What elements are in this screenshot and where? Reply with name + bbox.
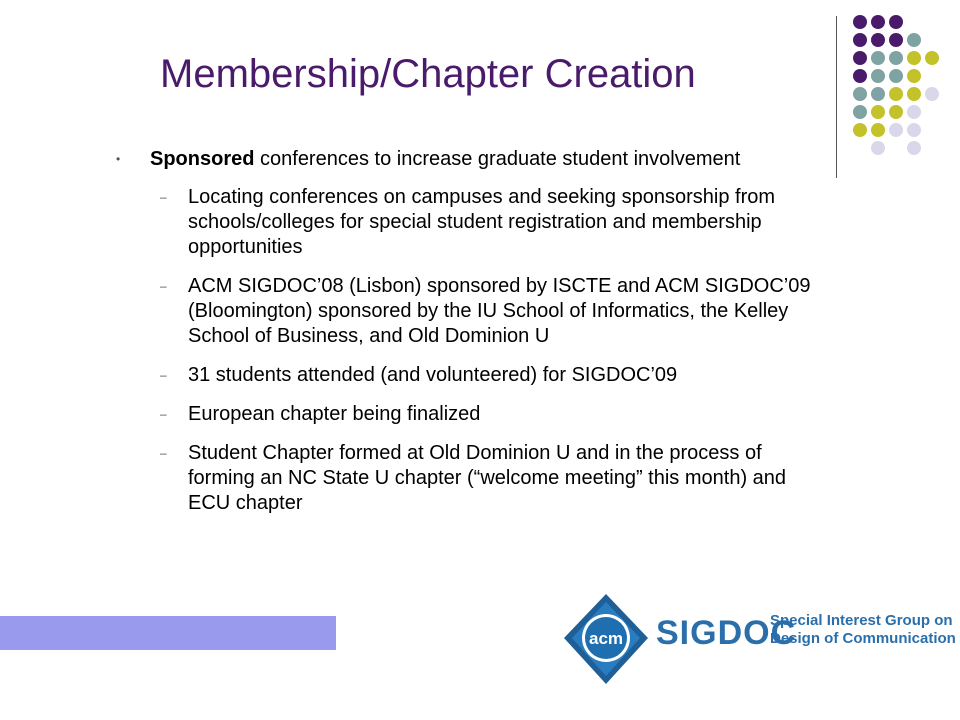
sub-item [114,185,814,260]
sigdoc-desc-line1: Special Interest Group on [770,612,953,629]
dash-icon: – [160,279,167,293]
dot [889,33,903,47]
acm-logo-icon [560,592,652,688]
dot [853,123,867,137]
dot [907,69,921,83]
dot [871,87,885,101]
dot [871,105,885,119]
sub-item [114,274,814,349]
dot [889,87,903,101]
dot [925,87,939,101]
dash-icon: – [160,190,167,204]
dash-icon: – [160,446,167,460]
dot [907,141,921,155]
bullet-dot-icon: • [116,152,121,166]
sub-item-text: 31 students attended (and volunteered) for SIGDOC’09 [188,364,678,386]
dot [853,87,867,101]
sub-item-text: Locating conferences on campuses and seeking sponsorship from schools/colleges for special student registration and membership opportunities [188,186,776,258]
dash-icon: – [160,407,167,421]
sigdoc-wordmark: SIGDOC [656,614,797,652]
dot [907,87,921,101]
dot [853,51,867,65]
sigdoc-description [770,612,956,648]
dot [871,33,885,47]
dot [871,15,885,29]
dot [889,105,903,119]
acm-logo-text: acm [588,629,624,648]
sub-item-text: Student Chapter formed at Old Dominion U and in the process of forming an NC State U chapter (“welcome meeting” this month) and ECU chapter [188,442,787,514]
bullet-bold-lead: Sponsored [150,148,255,170]
dot [871,69,885,83]
dash-icon: – [160,368,167,382]
dot [907,123,921,137]
dot [907,51,921,65]
dot [925,51,939,65]
slide-body [114,146,814,530]
dot [853,33,867,47]
dot [853,69,867,83]
dot [871,123,885,137]
footer-accent-bar [0,616,336,650]
main-bullet [114,146,814,173]
sub-item [114,363,814,388]
sub-item [114,441,814,516]
vertical-divider [836,16,837,178]
dot [871,141,885,155]
sigdoc-logo [560,592,956,688]
dot [853,15,867,29]
dot [889,51,903,65]
dot [871,51,885,65]
sub-item-text: ACM SIGDOC’08 (Lisbon) sponsored by ISCTE and ACM SIGDOC’09 (Bloomington) sponsored by the IU School of Informatics, the Kelley School of Business, and Old Dominion U [188,275,811,347]
dot [889,123,903,137]
dot [853,105,867,119]
dot [907,33,921,47]
dot [889,69,903,83]
sigdoc-desc-line2: Design of Communication [770,630,956,647]
sub-item [114,402,814,427]
slide-title: Membership/Chapter Creation [160,52,696,96]
bullet-text: conferences to increase graduate student involvement [254,148,741,170]
dot [889,15,903,29]
dot [907,105,921,119]
sub-item-text: European chapter being finalized [188,403,481,425]
